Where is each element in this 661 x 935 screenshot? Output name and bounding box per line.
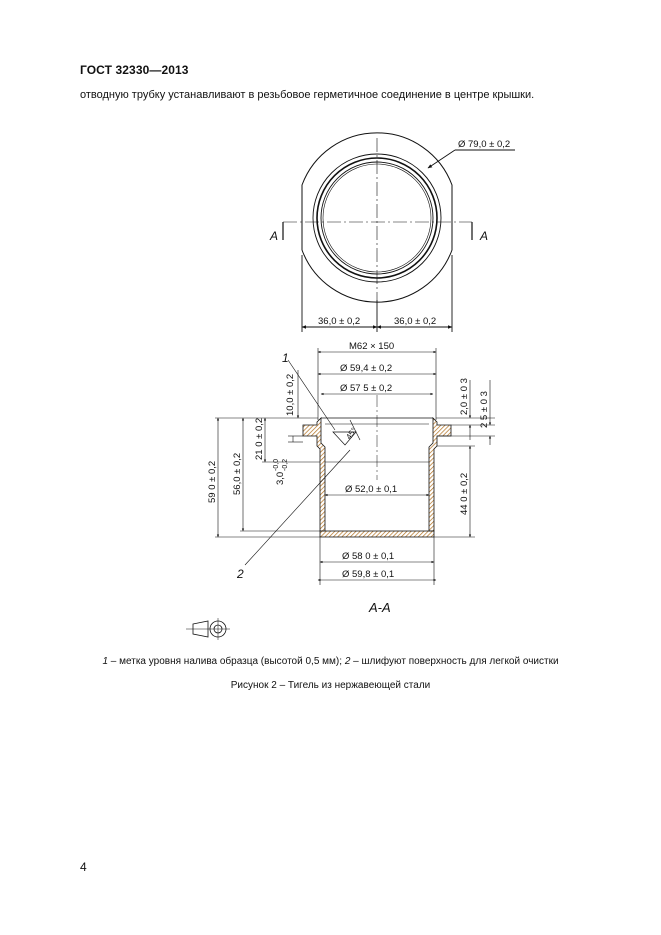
dim-half-left: 36,0 ± 0,2 <box>318 316 361 327</box>
dim-d-top: Ø 59,4 ± 0,2 <box>340 363 393 374</box>
note-item2-text: – шлифуют поверхность для легкой очистки <box>350 656 559 667</box>
note-item2-number: 2 <box>344 656 351 667</box>
dim-h-3-tol-lower: -0,2 <box>282 458 289 471</box>
section-view <box>303 395 451 537</box>
page-number: 4 <box>80 860 87 874</box>
projection-symbol <box>186 618 230 640</box>
dim-h-3: 3,0 <box>275 471 286 485</box>
body-paragraph: отводную трубку устанавливают в резьбовое герметичное соединение в центре крышки. <box>80 89 535 101</box>
dim-h-3-tol-upper: -0,0 <box>273 458 280 471</box>
dim-thread: M62 × 150 <box>349 341 395 352</box>
angle-label: 45° <box>344 426 359 442</box>
dim-h-25: 2 5 ± 0 3 <box>479 391 490 428</box>
section-mark-left: A <box>270 229 279 243</box>
dim-d-bottom-inner: Ø 58 0 ± 0,1 <box>342 551 395 562</box>
callout-2: 2 <box>237 567 244 581</box>
figure-note <box>0 656 661 667</box>
dim-h-2: 2,0 ± 0 3 <box>459 378 470 415</box>
dim-d-bottom-outer: Ø 59,8 ± 0,1 <box>342 569 395 580</box>
section-mark-right: A <box>480 229 489 243</box>
dim-h-10: 10,0 ± 0,2 <box>285 373 296 416</box>
dim-h-44: 44 0 ± 0,2 <box>459 472 470 515</box>
section-label: A-A <box>369 600 391 615</box>
dim-h-21: 21 0 ± 0,2 <box>254 417 265 460</box>
callout-1: 1 <box>282 351 289 365</box>
figure-caption: Рисунок 2 – Тигель из нержавеющей стали <box>230 680 431 691</box>
note-item1-text: – метка уровня налива образца (высотой 0,5 мм); <box>108 656 345 667</box>
dim-half-right: 36,0 ± 0,2 <box>394 316 437 327</box>
dim-d-mid: Ø 52,0 ± 0,1 <box>345 484 398 495</box>
dim-h-59: 59 0 ± 0,2 <box>207 460 218 503</box>
document-header: ГОСТ 32330—2013 <box>80 63 189 77</box>
dim-h-56: 56,0 ± 0,2 <box>232 452 243 495</box>
note-item1-number: 1 <box>102 656 109 667</box>
dim-top-diameter: Ø 79,0 ± 0,2 <box>458 139 511 150</box>
dim-d-inner-top: Ø 57 5 ± 0,2 <box>340 383 393 394</box>
